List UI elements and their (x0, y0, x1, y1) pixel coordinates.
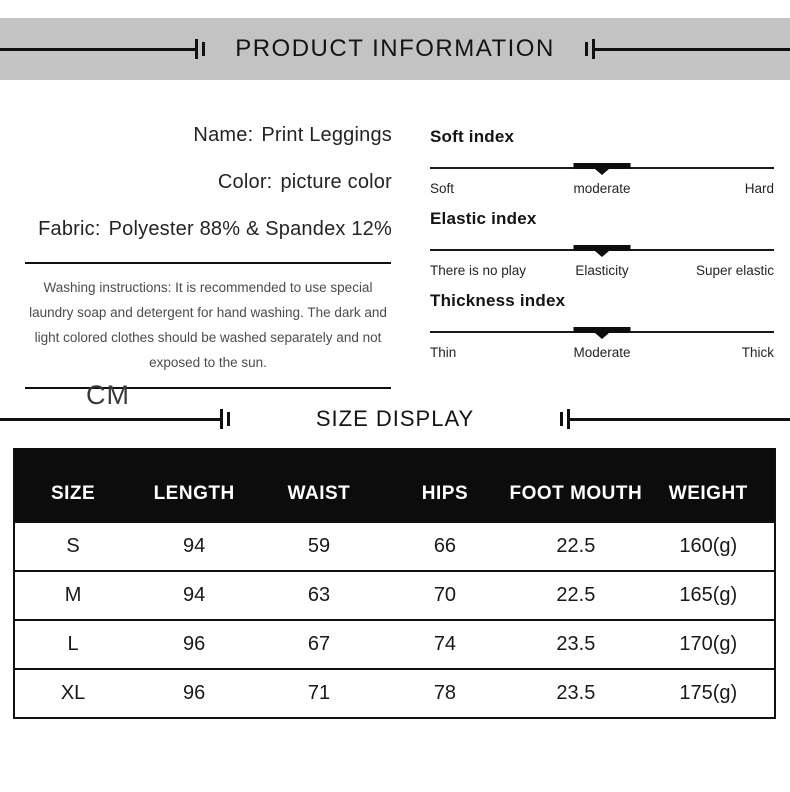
elastic-index-title: Elastic index (430, 209, 537, 228)
thickness-index-title: Thickness index (430, 291, 566, 310)
band-tick-left (220, 409, 230, 429)
column-header-length: LENGTH (131, 448, 257, 521)
table-cell-size-l: L (15, 619, 131, 668)
column-header-waist: WAIST (257, 448, 381, 521)
column-header-weight: WEIGHT (643, 448, 774, 521)
elastic-index-slider (430, 242, 774, 258)
table-cell: 23.5 (509, 619, 643, 668)
soft-index-group (430, 127, 774, 196)
color-value: picture color (280, 171, 392, 193)
column-header-hips: HIPS (381, 448, 509, 521)
size-display-band (0, 402, 790, 436)
product-facts (6, 121, 392, 262)
table-cell: 94 (131, 570, 257, 619)
table-cell: 160(g) (643, 521, 774, 570)
table-cell: 70 (381, 570, 509, 619)
soft-index-center-label: moderate (573, 181, 631, 196)
table-cell: 63 (257, 570, 381, 619)
soft-index-slider (430, 160, 774, 176)
unit-label: CM (86, 380, 130, 410)
band-line-left (0, 48, 195, 51)
column-header-size: SIZE (15, 448, 131, 521)
size-display-title: SIZE DISPLAY (315, 406, 475, 431)
size-table (13, 448, 776, 719)
band-line-left (0, 418, 220, 421)
table-cell: 59 (257, 521, 381, 570)
table-cell: 94 (131, 521, 257, 570)
elastic-index-left-label: There is no play (430, 263, 527, 278)
elastic-index-center-label: Elasticity (575, 263, 629, 278)
thickness-index-slider (430, 324, 774, 340)
soft-index-right-label: Hard (744, 181, 774, 196)
product-fabric-line (6, 215, 392, 243)
table-cell: 74 (381, 619, 509, 668)
table-cell: 170(g) (643, 619, 774, 668)
table-cell: 71 (257, 668, 381, 717)
band-line-right (595, 48, 790, 51)
table-cell: 67 (257, 619, 381, 668)
fabric-label: Fabric: (38, 218, 101, 240)
thickness-index-left-label: Thin (430, 345, 457, 360)
product-information-band (0, 18, 790, 80)
product-color-line (6, 168, 392, 196)
elastic-index-right-label: Super elastic (695, 263, 774, 278)
soft-index-arrow-icon (595, 169, 609, 175)
band-tick-right (585, 39, 595, 59)
thickness-index-center-label: Moderate (573, 345, 631, 360)
soft-index-left-label: Soft (430, 181, 455, 196)
table-cell: 23.5 (509, 668, 643, 717)
washing-instructions: Washing instructions: It is recommended to use special laundry soap and detergent for hand washing. The dark and light colored clothes should be washed separately and not exposed to the sun. (25, 262, 391, 389)
table-cell-size-xl: XL (15, 668, 131, 717)
band-tick-right (560, 409, 570, 429)
column-header-foot-mouth: FOOT MOUTH (509, 448, 643, 521)
table-cell: 175(g) (643, 668, 774, 717)
thickness-index-right-label: Thick (741, 345, 774, 360)
name-value: Print Leggings (261, 124, 392, 146)
table-cell: 96 (131, 619, 257, 668)
elastic-index-group (430, 209, 774, 278)
table-cell: 22.5 (509, 570, 643, 619)
table-cell-size-m: M (15, 570, 131, 619)
page-title: PRODUCT INFORMATION (235, 35, 555, 62)
table-cell: 165(g) (643, 570, 774, 619)
table-cell: 66 (381, 521, 509, 570)
table-cell: 78 (381, 668, 509, 717)
table-cell-size-s: S (15, 521, 131, 570)
thickness-index-group (430, 291, 774, 360)
table-cell: 22.5 (509, 521, 643, 570)
elastic-index-arrow-icon (595, 251, 609, 257)
name-label: Name: (193, 124, 254, 146)
band-tick-left (195, 39, 205, 59)
product-name-line (6, 121, 392, 149)
soft-index-title: Soft index (430, 127, 515, 146)
color-label: Color: (217, 171, 273, 193)
table-cell: 96 (131, 668, 257, 717)
fabric-value: Polyester 88% & Spandex 12% (108, 218, 392, 240)
band-line-right (570, 418, 790, 421)
thickness-index-arrow-icon (595, 333, 609, 339)
